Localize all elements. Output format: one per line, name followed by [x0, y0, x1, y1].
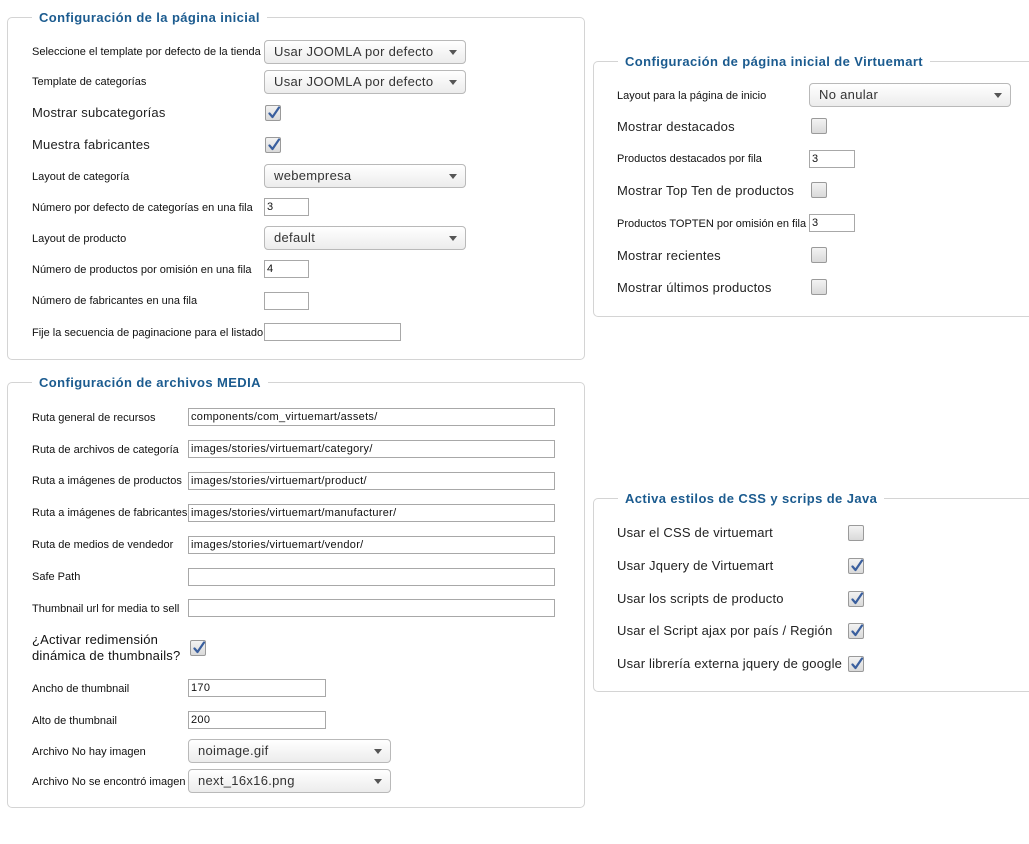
chevron-down-icon: [374, 779, 382, 784]
notfound-value: next_16x16.png: [198, 773, 295, 788]
category-template-label: Template de categorías: [32, 76, 147, 88]
dynamic-thumb-checkbox[interactable]: [190, 640, 206, 656]
show-subcategories-label: Mostrar subcategorías: [32, 105, 166, 120]
vm-layout-select[interactable]: [809, 83, 1011, 107]
chevron-down-icon: [449, 50, 457, 55]
noimage-label: Archivo No hay imagen: [32, 746, 146, 758]
checkmark-icon: [850, 559, 864, 573]
product-layout-select[interactable]: [264, 226, 466, 250]
categories-per-row-label: Número por defecto de categorías en una fila: [32, 202, 253, 214]
media-legend: Configuración de archivos MEDIA: [32, 374, 268, 391]
use-ajax-checkbox[interactable]: [848, 623, 864, 639]
assets-path-input[interactable]: components/com_virtuemart/assets/: [188, 408, 555, 426]
use-ajax-label: Usar el Script ajax por país / Región: [617, 623, 833, 638]
chevron-down-icon: [449, 236, 457, 241]
safe-path-input[interactable]: [188, 568, 555, 586]
chevron-down-icon: [994, 93, 1002, 98]
manufacturers-per-row-input[interactable]: [264, 292, 309, 310]
safe-path-label: Safe Path: [32, 571, 81, 583]
home-config-legend: Configuración de la página inicial: [32, 9, 267, 26]
vendor-path-label: Ruta de medios de vendedor: [32, 539, 174, 551]
css-scripts-legend: Activa estilos de CSS y scrips de Java: [618, 490, 884, 507]
chevron-down-icon: [449, 80, 457, 85]
use-jquery-label: Usar Jquery de Virtuemart: [617, 558, 774, 573]
thumb-height-label: Alto de thumbnail: [32, 715, 117, 727]
shop-template-value: Usar JOOMLA por defecto: [274, 44, 434, 59]
show-recent-label: Mostrar recientes: [617, 248, 721, 263]
show-featured-label: Mostrar destacados: [617, 119, 735, 134]
topten-per-row-label: Productos TOPTEN por omisión en fila: [617, 218, 807, 230]
thumb-url-label: Thumbnail url for media to sell: [32, 603, 180, 615]
show-recent-checkbox[interactable]: [811, 247, 827, 263]
vm-layout-label: Layout para la página de inicio: [617, 90, 767, 102]
featured-per-row-input[interactable]: 3: [809, 150, 855, 168]
checkmark-icon: [850, 592, 864, 606]
vm-home-legend: Configuración de página inicial de Virtuemart: [618, 53, 930, 70]
pagination-input[interactable]: [264, 323, 401, 341]
show-manufacturers-checkbox[interactable]: [265, 137, 281, 153]
notfound-select[interactable]: [188, 769, 391, 793]
use-google-jquery-checkbox[interactable]: [848, 656, 864, 672]
checkmark-icon: [267, 138, 281, 152]
categories-per-row-input[interactable]: 3: [264, 198, 309, 216]
category-layout-value: webempresa: [274, 168, 352, 183]
use-css-label: Usar el CSS de virtuemart: [617, 525, 773, 540]
chevron-down-icon: [374, 749, 382, 754]
category-path-input[interactable]: images/stories/virtuemart/category/: [188, 440, 555, 458]
use-product-scripts-checkbox[interactable]: [848, 591, 864, 607]
product-layout-label: Layout de producto: [32, 233, 127, 245]
products-per-row-label: Número de productos por omisión en una fila: [32, 264, 252, 276]
thumb-url-input[interactable]: [188, 599, 555, 617]
show-subcategories-checkbox[interactable]: [265, 105, 281, 121]
thumb-width-input[interactable]: 170: [188, 679, 326, 697]
manufacturer-path-input[interactable]: images/stories/virtuemart/manufacturer/: [188, 504, 555, 522]
use-product-scripts-label: Usar los scripts de producto: [617, 591, 784, 606]
show-latest-label: Mostrar últimos productos: [617, 280, 772, 295]
chevron-down-icon: [449, 174, 457, 179]
manufacturers-per-row-label: Número de fabricantes en una fila: [32, 295, 198, 307]
category-layout-label: Layout de categoría: [32, 171, 130, 183]
show-topten-label: Mostrar Top Ten de productos: [617, 183, 795, 198]
featured-per-row-label: Productos destacados por fila: [617, 153, 762, 165]
product-layout-value: default: [274, 230, 316, 245]
pagination-label: Fije la secuencia de paginacione para el listado: [32, 327, 264, 339]
notfound-label: Archivo No se encontró imagen: [32, 776, 186, 788]
thumb-width-label: Ancho de thumbnail: [32, 683, 130, 695]
noimage-select[interactable]: [188, 739, 391, 763]
show-topten-checkbox[interactable]: [811, 182, 827, 198]
checkmark-icon: [192, 641, 206, 655]
topten-per-row-input[interactable]: 3: [809, 214, 855, 232]
products-per-row-input[interactable]: 4: [264, 260, 309, 278]
show-featured-checkbox[interactable]: [811, 118, 827, 134]
vendor-path-input[interactable]: images/stories/virtuemart/vendor/: [188, 536, 555, 554]
category-template-select[interactable]: [264, 70, 466, 94]
manufacturer-path-label: Ruta a imágenes de fabricantes: [32, 507, 188, 519]
use-css-checkbox[interactable]: [848, 525, 864, 541]
product-path-label: Ruta a imágenes de productos: [32, 475, 182, 487]
checkmark-icon: [267, 106, 281, 120]
checkmark-icon: [850, 657, 864, 671]
category-path-label: Ruta de archivos de categoría: [32, 444, 179, 456]
dynamic-thumb-label: ¿Activar redimensión dinámica de thumbnails?: [32, 632, 181, 663]
show-manufacturers-label: Muestra fabricantes: [32, 137, 150, 152]
use-jquery-checkbox[interactable]: [848, 558, 864, 574]
thumb-height-input[interactable]: 200: [188, 711, 326, 729]
shop-template-select[interactable]: [264, 40, 466, 64]
shop-template-label: Seleccione el template por defecto de la tienda: [32, 46, 261, 58]
assets-path-label: Ruta general de recursos: [32, 412, 156, 424]
show-latest-checkbox[interactable]: [811, 279, 827, 295]
category-layout-select[interactable]: [264, 164, 466, 188]
category-template-value: Usar JOOMLA por defecto: [274, 74, 434, 89]
checkmark-icon: [850, 624, 864, 638]
noimage-value: noimage.gif: [198, 743, 269, 758]
vm-layout-value: No anular: [819, 87, 879, 102]
product-path-input[interactable]: images/stories/virtuemart/product/: [188, 472, 555, 490]
use-google-jquery-label: Usar librería externa jquery de google: [617, 656, 843, 671]
